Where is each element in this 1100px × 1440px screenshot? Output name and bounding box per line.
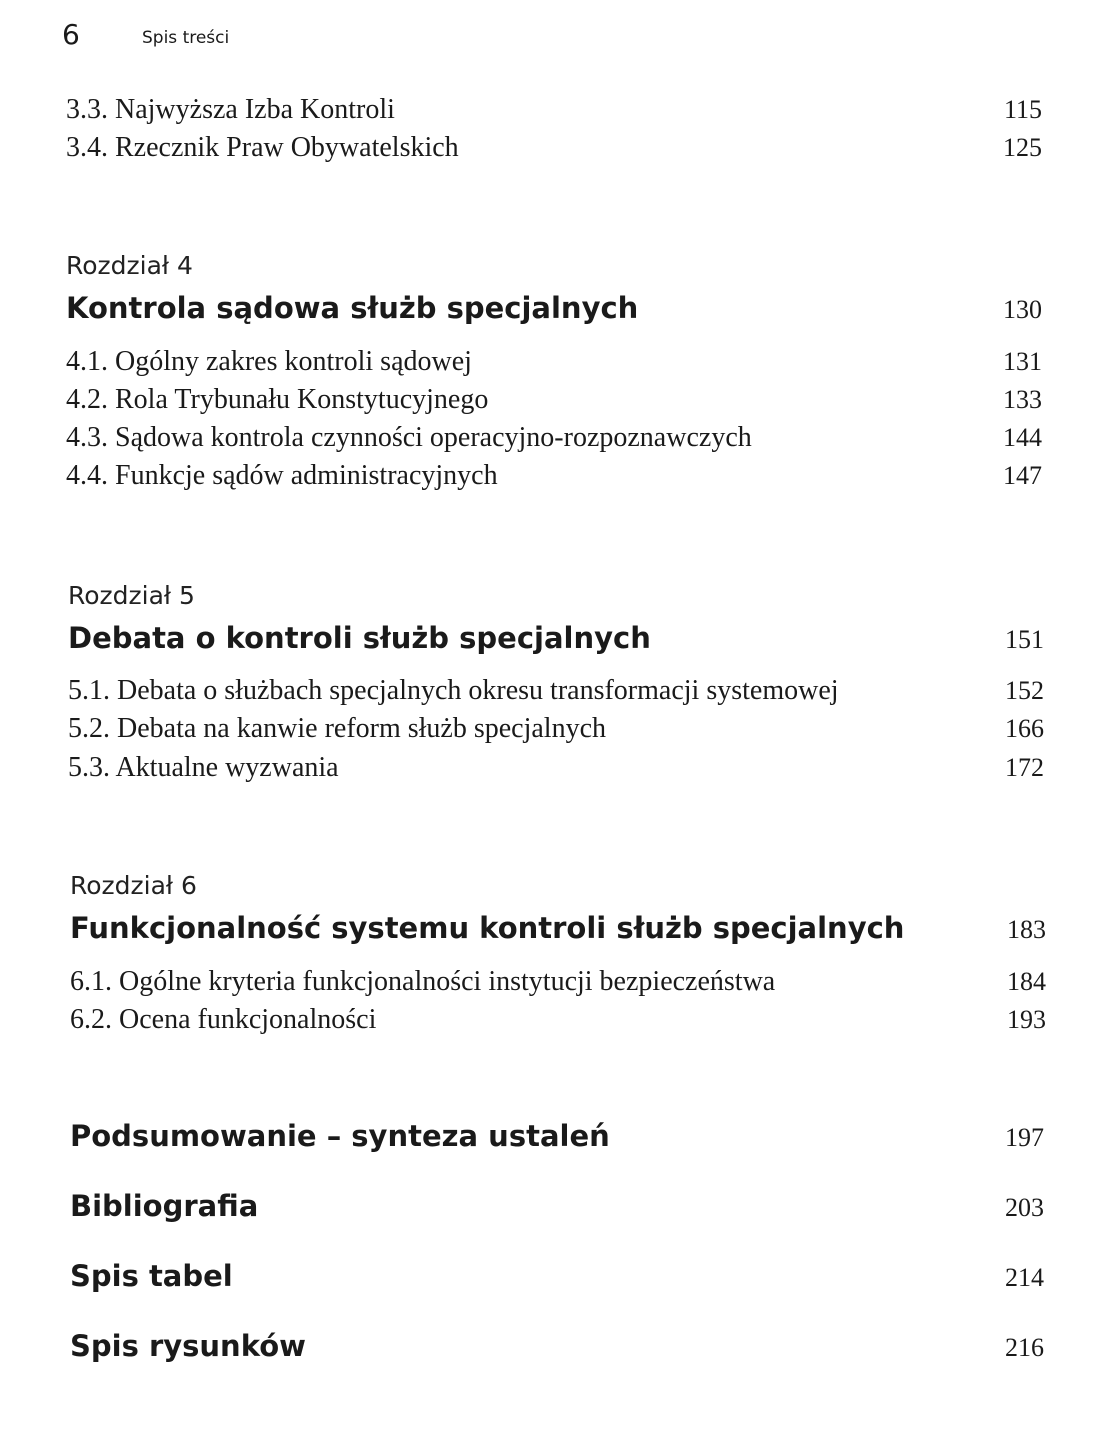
toc-entry	[68, 750, 1044, 786]
toc-entry	[66, 458, 1042, 494]
chapter-page: 183	[1007, 915, 1046, 944]
entry-label: 5.1. Debata o służbach specjalnych okresu transformacji systemowej	[68, 675, 839, 706]
entry-page: 147	[1003, 461, 1042, 490]
chapter-title-text: Kontrola sądowa służb specjalnych	[66, 291, 639, 325]
chapter-label: Rozdział 4	[66, 251, 193, 280]
entry-label: 4.2. Rola Trybunału Konstytucyjnego	[66, 384, 489, 415]
toc-entry	[70, 1002, 1046, 1038]
entry-label: 6.2. Ocena funkcjonalności	[70, 1004, 377, 1035]
toc-entry	[66, 130, 1042, 166]
entry-label: 4.3. Sądowa kontrola czynności operacyjno-rozpoznawczych	[66, 422, 752, 453]
backmatter-title: Spis rysunków	[70, 1329, 306, 1363]
entry-label: 4.1. Ogólny zakres kontroli sądowej	[66, 346, 472, 377]
backmatter-page: 216	[1005, 1333, 1044, 1362]
backmatter-entry	[70, 1116, 1044, 1158]
chapter-title	[66, 288, 1042, 330]
entry-label: 3.3. Najwyższa Izba Kontroli	[66, 94, 395, 125]
entry-page: 152	[1005, 676, 1044, 705]
toc-entry	[68, 673, 1044, 709]
entry-label: 6.1. Ogólne kryteria funkcjonalności instytucji bezpieczeństwa	[70, 966, 776, 997]
backmatter-entry	[70, 1326, 1044, 1368]
entry-label: 3.4. Rzecznik Praw Obywatelskich	[66, 132, 459, 163]
backmatter-title: Bibliografia	[70, 1189, 259, 1223]
chapter-title	[68, 618, 1044, 660]
entry-page: 125	[1003, 133, 1042, 162]
chapter-label: Rozdział 5	[68, 581, 195, 610]
backmatter-entry	[70, 1256, 1044, 1298]
chapter-title	[70, 908, 1046, 950]
entry-label: 4.4. Funkcje sądów administracyjnych	[66, 460, 498, 491]
entry-label: 5.2. Debata na kanwie reform służb specjalnych	[68, 713, 607, 744]
backmatter-title: Podsumowanie – synteza ustaleń	[70, 1119, 610, 1153]
toc-entry	[70, 964, 1046, 1000]
chapter-title-text: Debata o kontroli służb specjalnych	[68, 621, 651, 655]
entry-page: 131	[1003, 347, 1042, 376]
chapter-page: 130	[1003, 295, 1042, 324]
backmatter-page: 214	[1005, 1263, 1044, 1292]
page-number: 6	[62, 18, 80, 51]
backmatter-entry	[70, 1186, 1044, 1228]
toc-entry	[66, 420, 1042, 456]
backmatter-page: 203	[1005, 1193, 1044, 1222]
backmatter-page: 197	[1005, 1123, 1044, 1152]
entry-page: 172	[1005, 753, 1044, 782]
chapter-title-text: Funkcjonalność systemu kontroli służb specjalnych	[70, 911, 905, 945]
toc-entry	[66, 382, 1042, 418]
running-title: Spis treści	[142, 28, 230, 48]
chapter-page: 151	[1005, 625, 1044, 654]
entry-page: 166	[1005, 714, 1044, 743]
entry-page: 115	[1003, 95, 1042, 124]
chapter-label: Rozdział 6	[70, 871, 197, 900]
toc-entry	[68, 711, 1044, 747]
toc-entry	[66, 344, 1042, 380]
backmatter-title: Spis tabel	[70, 1259, 233, 1293]
entry-page: 144	[1003, 423, 1042, 452]
entry-page: 193	[1007, 1005, 1046, 1034]
entry-page: 184	[1007, 967, 1046, 996]
entry-page: 133	[1003, 385, 1042, 414]
toc-entry	[66, 92, 1042, 128]
entry-label: 5.3. Aktualne wyzwania	[68, 752, 339, 783]
